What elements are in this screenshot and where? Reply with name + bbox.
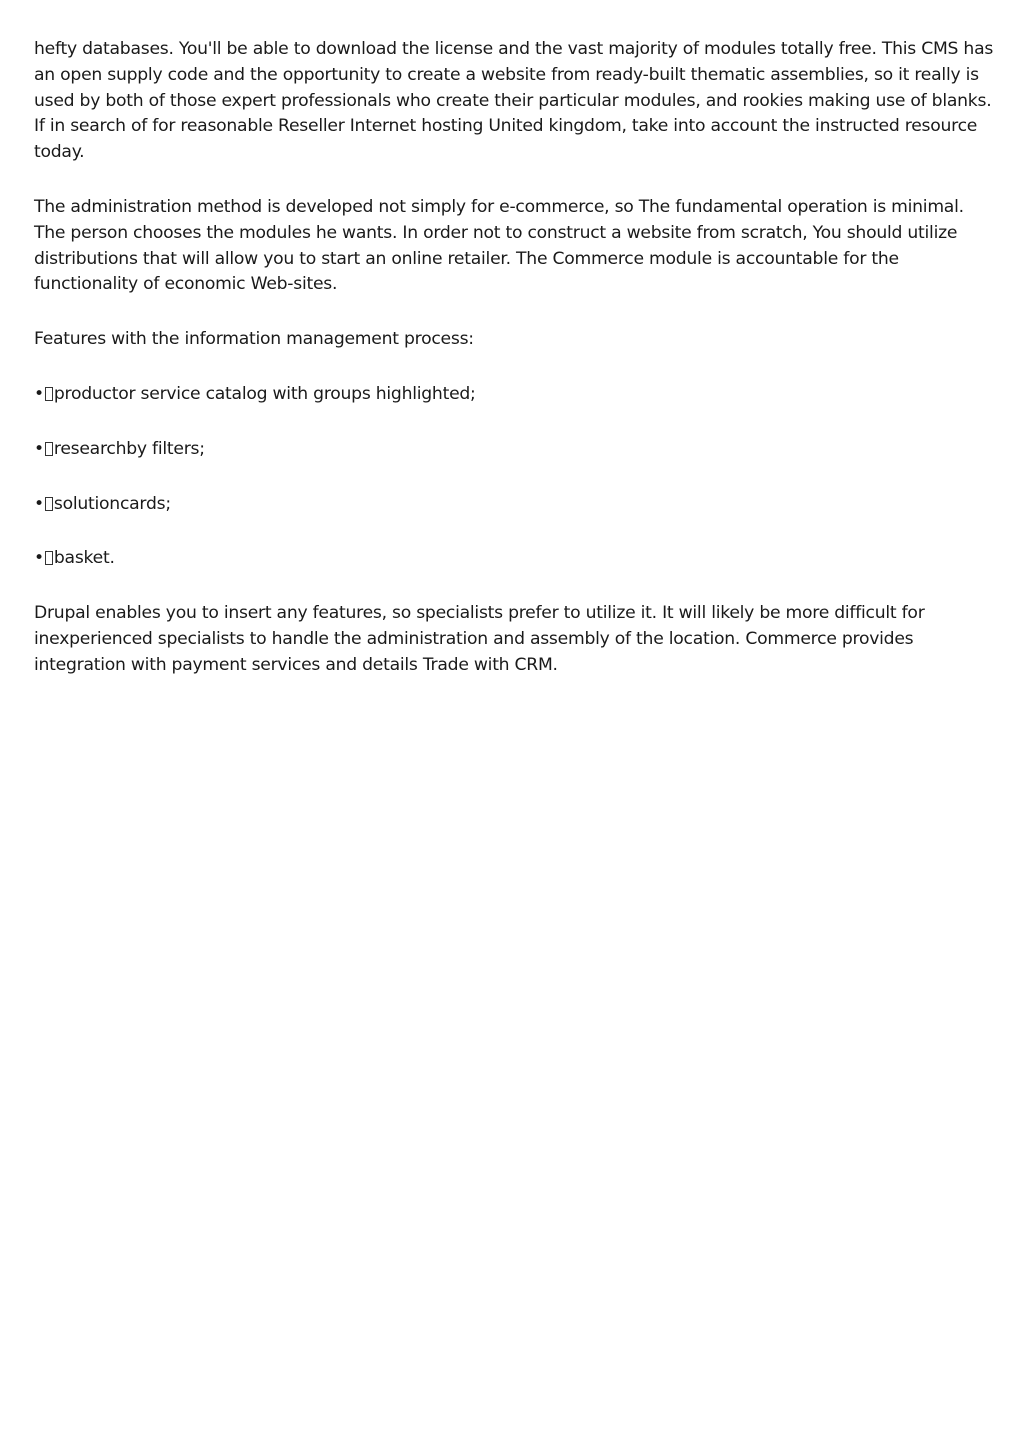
list-item-text: productor service catalog with groups highlighted; <box>53 383 476 404</box>
paragraph-intro: hefty databases. You'll be able to download the license and the vast majority of modules totally free. This CMS has an open supply code and the opportunity to create a website from ready-built thematic assemblies, so it really is used by both of those expert professionals who create their particular modules, and rookies making use of blanks. If in search of for reasonable Reseller Internet hosting United kingdom, take into account the instructed resource today. <box>34 39 994 163</box>
list-item <box>34 492 994 518</box>
document-page <box>34 37 994 708</box>
list-item <box>34 437 994 463</box>
missing-glyph-icon <box>45 387 53 401</box>
bullet-marker: • <box>34 383 44 404</box>
paragraph-administration: The administration method is developed not simply for e-commerce, so The fundamental operation is minimal. The person chooses the modules he wants. In order not to construct a website from scratch, You should utilize distributions that will allow you to start an online retailer. The Commerce module is accountable for the functionality of economic Web-sites. <box>34 196 964 295</box>
paragraph-features-heading: Features with the information management process: <box>34 329 474 350</box>
bullet-marker: • <box>34 548 44 569</box>
list-item-text: researchby filters; <box>53 438 205 459</box>
missing-glyph-icon <box>45 497 53 511</box>
missing-glyph-icon <box>45 442 53 456</box>
bullet-marker: • <box>34 493 44 514</box>
missing-glyph-icon <box>45 551 53 565</box>
list-item <box>34 382 994 408</box>
paragraph-closing: Drupal enables you to insert any features, so specialists prefer to utilize it. It will likely be more difficult for inexperienced specialists to handle the administration and assembly of the location. Commerce provides integration with payment services and details Trade with CRM. <box>34 603 925 675</box>
list-item <box>34 546 994 572</box>
list-item-text: solutioncards; <box>53 493 171 514</box>
bullet-marker: • <box>34 438 44 459</box>
list-item-text: basket. <box>53 548 115 569</box>
